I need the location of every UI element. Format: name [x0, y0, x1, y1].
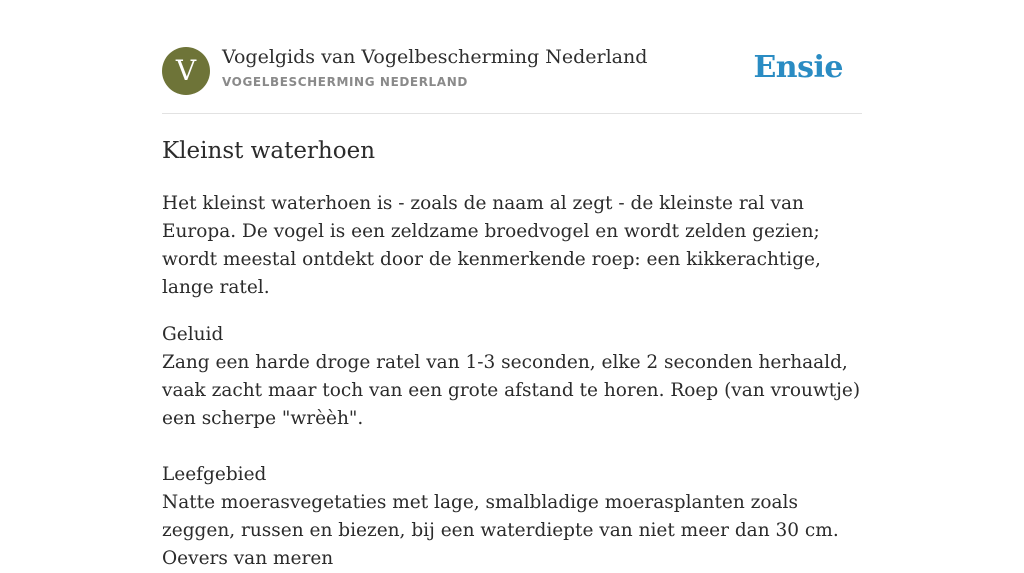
- source-title[interactable]: Vogelgids van Vogelbescherming Nederland: [222, 46, 648, 68]
- source-avatar[interactable]: V: [162, 47, 210, 95]
- section-text: Zang een harde droge ratel van 1-3 seconden, elke 2 seconden herhaald, vaak zacht maar toch van een grote afstand te horen. Roep (van vrouwtje) een scherpe "wrèèh".: [162, 352, 861, 429]
- article-body: [162, 190, 862, 573]
- ensie-logo-link[interactable]: Ensie: [753, 50, 843, 85]
- article-intro: Het kleinst waterhoen is - zoals de naam al zegt - de kleinste ral van Europa. De vogel is een zeldzame broedvogel en wordt zelden gezien; wordt meestal ontdekt door de kenmerkende roep: een kikkerachtige, lange ratel.: [162, 193, 821, 298]
- paragraph-spacer: [162, 433, 862, 461]
- section-leefgebied: [162, 461, 862, 573]
- section-heading: Geluid: [162, 324, 224, 345]
- article-title: Kleinst waterhoen: [162, 138, 376, 164]
- section-geluid: [162, 321, 862, 433]
- source-organization[interactable]: VOGELBESCHERMING NEDERLAND: [222, 75, 468, 89]
- page: [162, 0, 862, 569]
- section-text: Natte moerasvegetaties met lage, smalbladige moerasplanten zoals zeggen, russen en biezen, bij een waterdiepte van niet meer dan 30 cm. Oevers van meren: [162, 492, 839, 569]
- section-heading: Leefgebied: [162, 464, 267, 485]
- source-header: [162, 0, 862, 114]
